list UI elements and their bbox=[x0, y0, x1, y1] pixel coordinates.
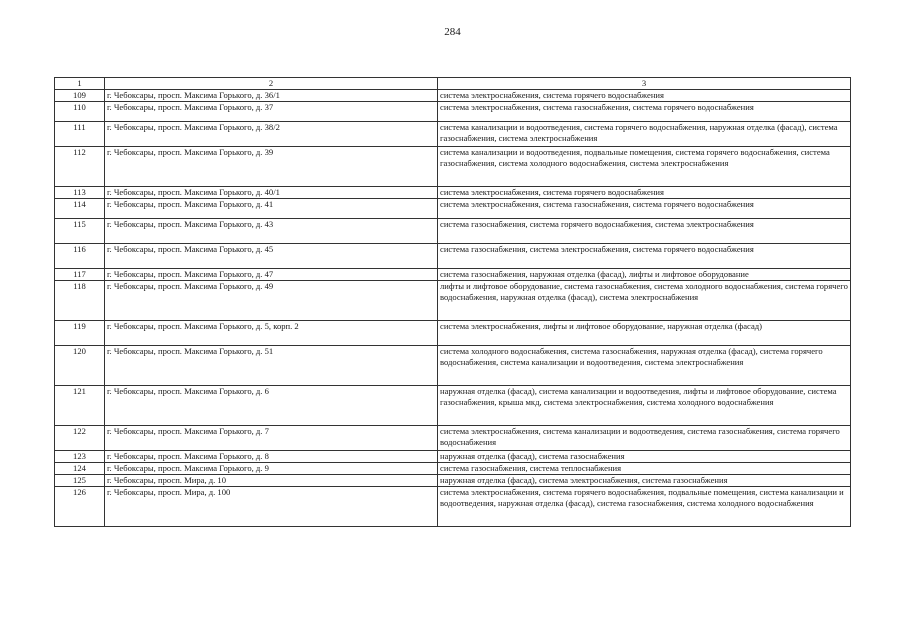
row-systems: лифты и лифтовое оборудование, система газоснабжения, система холодного водоснабжения, система горячего водоснабжения, наружная отделка (фасад), система электроснабжения bbox=[438, 281, 851, 321]
row-number: 110 bbox=[55, 102, 105, 122]
table-row bbox=[55, 187, 851, 199]
row-address: г. Чебоксары, просп. Максима Горького, д. 40/1 bbox=[105, 187, 438, 199]
column-header-systems: 3 bbox=[438, 78, 851, 90]
row-address: г. Чебоксары, просп. Максима Горького, д. 41 bbox=[105, 199, 438, 219]
row-systems: система электроснабжения, система канализации и водоотведения, система газоснабжения, система горячего водоснабжения bbox=[438, 426, 851, 451]
row-systems: наружная отделка (фасад), система канализации и водоотведения, лифты и лифтовое оборудование, система газоснабжения, крыша мкд, система электроснабжения, система холодного водоснабжения bbox=[438, 386, 851, 426]
row-address: г. Чебоксары, просп. Мира, д. 10 bbox=[105, 475, 438, 487]
row-address: г. Чебоксары, просп. Мира, д. 100 bbox=[105, 487, 438, 527]
row-number: 126 bbox=[55, 487, 105, 527]
table-row bbox=[55, 426, 851, 451]
table-row bbox=[55, 122, 851, 147]
row-address: г. Чебоксары, просп. Максима Горького, д. 8 bbox=[105, 451, 438, 463]
row-systems: система газоснабжения, система теплоснабжения bbox=[438, 463, 851, 475]
table-row bbox=[55, 321, 851, 346]
row-systems: система канализации и водоотведения, подвальные помещения, система горячего водоснабжения, система газоснабжения, система холодного водоснабжения, система электроснабжения bbox=[438, 147, 851, 187]
row-address: г. Чебоксары, просп. Максима Горького, д. 47 bbox=[105, 269, 438, 281]
table-row bbox=[55, 102, 851, 122]
row-number: 109 bbox=[55, 90, 105, 102]
row-systems: система электроснабжения, система газоснабжения, система горячего водоснабжения bbox=[438, 102, 851, 122]
row-systems: наружная отделка (фасад), система газоснабжения bbox=[438, 451, 851, 463]
table-header-row bbox=[55, 78, 851, 90]
table-row bbox=[55, 219, 851, 244]
table-row bbox=[55, 451, 851, 463]
row-address: г. Чебоксары, просп. Максима Горького, д. 37 bbox=[105, 102, 438, 122]
row-number: 116 bbox=[55, 244, 105, 269]
row-systems: система газоснабжения, наружная отделка (фасад), лифты и лифтовое оборудование bbox=[438, 269, 851, 281]
row-number: 114 bbox=[55, 199, 105, 219]
row-address: г. Чебоксары, просп. Максима Горького, д. 5, корп. 2 bbox=[105, 321, 438, 346]
row-number: 123 bbox=[55, 451, 105, 463]
row-address: г. Чебоксары, просп. Максима Горького, д. 9 bbox=[105, 463, 438, 475]
row-address: г. Чебоксары, просп. Максима Горького, д. 51 bbox=[105, 346, 438, 386]
table-row bbox=[55, 199, 851, 219]
row-address: г. Чебоксары, просп. Максима Горького, д. 49 bbox=[105, 281, 438, 321]
row-number: 117 bbox=[55, 269, 105, 281]
row-systems: наружная отделка (фасад), система электроснабжения, система газоснабжения bbox=[438, 475, 851, 487]
row-systems: система канализации и водоотведения, система горячего водоснабжения, наружная отделка (фасад), система газоснабжения, система электроснабжения bbox=[438, 122, 851, 147]
row-address: г. Чебоксары, просп. Максима Горького, д. 38/2 bbox=[105, 122, 438, 147]
row-number: 120 bbox=[55, 346, 105, 386]
table-row bbox=[55, 346, 851, 386]
row-address: г. Чебоксары, просп. Максима Горького, д. 43 bbox=[105, 219, 438, 244]
row-number: 124 bbox=[55, 463, 105, 475]
row-number: 118 bbox=[55, 281, 105, 321]
table-row bbox=[55, 281, 851, 321]
row-number: 121 bbox=[55, 386, 105, 426]
row-systems: система электроснабжения, система горячего водоснабжения, подвальные помещения, система канализации и водоотведения, наружная отделка (фасад), система газоснабжения, система холодного водоснабжения bbox=[438, 487, 851, 527]
row-address: г. Чебоксары, просп. Максима Горького, д. 6 bbox=[105, 386, 438, 426]
row-systems: система холодного водоснабжения, система газоснабжения, наружная отделка (фасад), система горячего водоснабжения, система канализации и водоотведения, система электроснабжения bbox=[438, 346, 851, 386]
table-row bbox=[55, 475, 851, 487]
table-row bbox=[55, 386, 851, 426]
objects-table bbox=[54, 77, 851, 527]
row-address: г. Чебоксары, просп. Максима Горького, д. 36/1 bbox=[105, 90, 438, 102]
table-row bbox=[55, 269, 851, 281]
table-row bbox=[55, 487, 851, 527]
page-number: 284 bbox=[444, 26, 461, 38]
row-address: г. Чебоксары, просп. Максима Горького, д. 39 bbox=[105, 147, 438, 187]
row-systems: система газоснабжения, система горячего водоснабжения, система электроснабжения bbox=[438, 219, 851, 244]
table-row bbox=[55, 463, 851, 475]
row-systems: система электроснабжения, система газоснабжения, система горячего водоснабжения bbox=[438, 199, 851, 219]
row-systems: система электроснабжения, система горячего водоснабжения bbox=[438, 90, 851, 102]
row-address: г. Чебоксары, просп. Максима Горького, д. 7 bbox=[105, 426, 438, 451]
table-row bbox=[55, 147, 851, 187]
table-row bbox=[55, 90, 851, 102]
row-number: 111 bbox=[55, 122, 105, 147]
row-systems: система электроснабжения, система горячего водоснабжения bbox=[438, 187, 851, 199]
row-systems: система электроснабжения, лифты и лифтовое оборудование, наружная отделка (фасад) bbox=[438, 321, 851, 346]
row-number: 119 bbox=[55, 321, 105, 346]
row-systems: система газоснабжения, система электроснабжения, система горячего водоснабжения bbox=[438, 244, 851, 269]
row-number: 122 bbox=[55, 426, 105, 451]
column-header-address: 2 bbox=[105, 78, 438, 90]
row-number: 125 bbox=[55, 475, 105, 487]
column-header-num: 1 bbox=[55, 78, 105, 90]
row-number: 113 bbox=[55, 187, 105, 199]
row-address: г. Чебоксары, просп. Максима Горького, д. 45 bbox=[105, 244, 438, 269]
row-number: 112 bbox=[55, 147, 105, 187]
row-number: 115 bbox=[55, 219, 105, 244]
table-row bbox=[55, 244, 851, 269]
